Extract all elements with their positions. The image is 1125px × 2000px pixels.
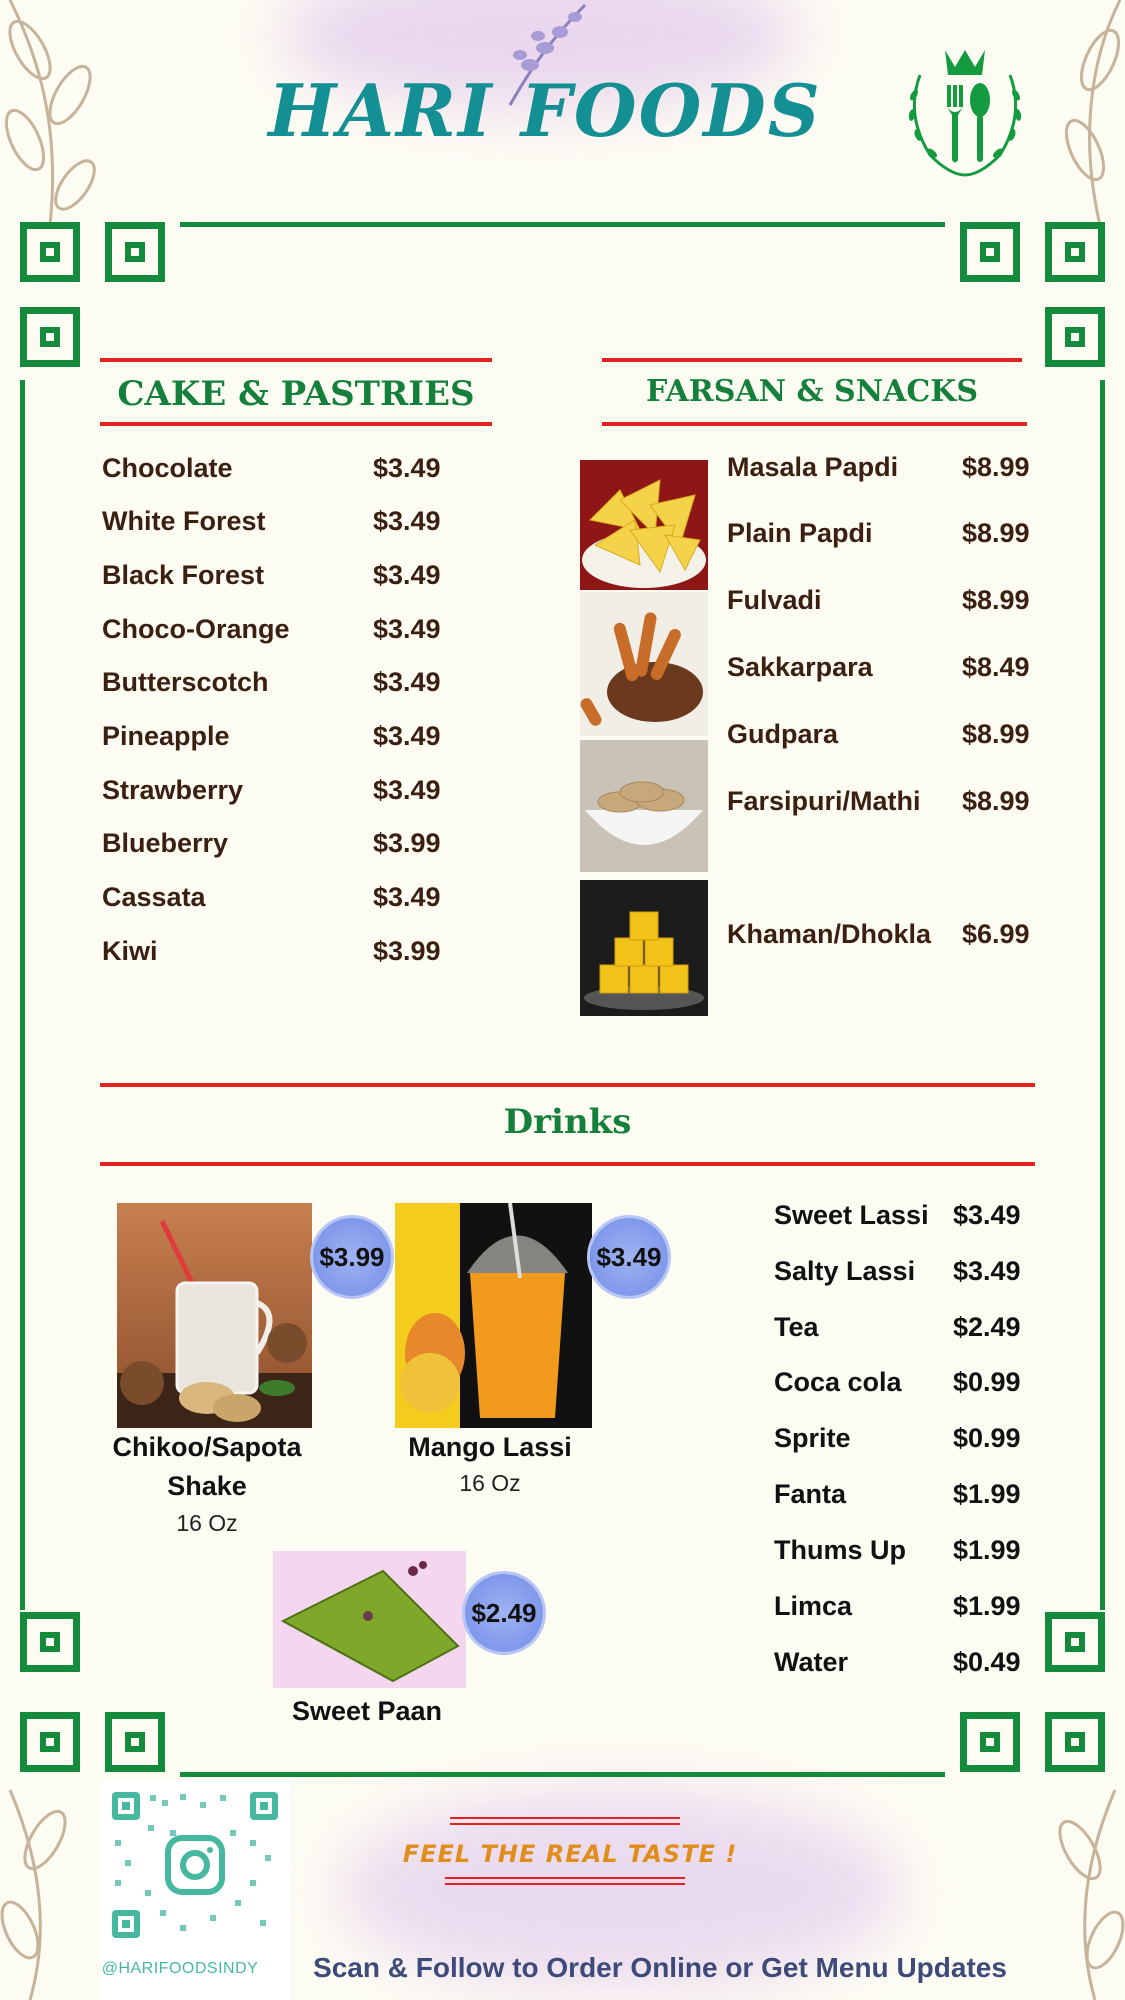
footer-call-to-action: Scan & Follow to Order Online or Get Menu Updates <box>313 1952 1007 1983</box>
snack-item-name: Plain Papdi <box>727 518 873 548</box>
masala-papdi-photo <box>580 460 708 590</box>
cake-item-name: Kiwi <box>102 936 158 966</box>
mango-lassi-name: Mango Lassi <box>408 1432 572 1462</box>
frame-top <box>180 222 945 227</box>
drink-item-name: Salty Lassi <box>774 1256 916 1286</box>
cake-item-price: $3.99 <box>373 828 441 858</box>
drink-item-price: $0.49 <box>953 1647 1021 1677</box>
snack-item-price: $6.99 <box>962 919 1030 949</box>
khaman-dhokla-photo <box>580 880 708 1016</box>
sweet-paan-photo <box>273 1551 466 1688</box>
drink-item-price: $0.99 <box>953 1423 1021 1453</box>
drink-item-name: Coca cola <box>774 1367 902 1397</box>
cake-item-price: $3.49 <box>373 560 441 590</box>
cake-item-name: Cassata <box>102 882 206 912</box>
fork-spoon-crown-wreath-icon <box>900 45 1030 180</box>
tagline-rule <box>450 1823 680 1825</box>
drink-item-price: $2.49 <box>953 1312 1021 1342</box>
cake-item-name: Strawberry <box>102 775 244 805</box>
mango-lassi-photo <box>395 1203 592 1428</box>
drink-item-name: Water <box>774 1647 849 1677</box>
greek-key-ornament <box>20 1612 80 1672</box>
leaf-ornament-bottom-right <box>1045 1790 1125 2000</box>
drink-item-price: $0.99 <box>953 1367 1021 1397</box>
drink-item-name: Sprite <box>774 1423 851 1453</box>
snack-item-name: Gudpara <box>727 719 839 749</box>
cake-item-price: $3.49 <box>373 453 441 483</box>
drink-item-price: $1.99 <box>953 1479 1021 1509</box>
cake-item-name: Choco-Orange <box>102 614 290 644</box>
drink-item-price: $1.99 <box>953 1535 1021 1565</box>
leaf-ornament-top-right <box>1060 0 1125 230</box>
chikoo-shake-name: Chikoo/Sapota Shake <box>112 1432 302 1501</box>
leaf-ornament-top-left <box>0 0 110 230</box>
farsipuri-photo <box>580 740 708 872</box>
tagline-rule <box>445 1877 685 1879</box>
sweet-paan-price-badge: $2.49 <box>465 1574 543 1652</box>
section-rule <box>602 358 1022 362</box>
snack-item-price: $8.99 <box>962 585 1030 615</box>
page-title: HARI FOODS <box>268 68 822 153</box>
instagram-handle[interactable]: @HARIFOODSINDY <box>101 1960 259 1977</box>
leaf-ornament-bottom-left <box>0 1790 80 2000</box>
greek-key-ornament <box>960 222 1020 282</box>
greek-key-ornament <box>20 1712 80 1772</box>
drink-item-name: Thums Up <box>774 1535 906 1565</box>
greek-key-ornament <box>1045 307 1105 367</box>
tagline-rule <box>445 1883 685 1885</box>
snack-item-price: $8.99 <box>962 719 1030 749</box>
frame-bottom <box>180 1772 945 1777</box>
mango-lassi-price-badge: $3.49 <box>590 1218 668 1296</box>
cake-item-price: $3.49 <box>373 721 441 751</box>
section-rule <box>100 358 492 362</box>
drink-item-name: Tea <box>774 1312 819 1342</box>
chikoo-shake-price-badge: $3.99 <box>313 1218 391 1296</box>
greek-key-ornament <box>20 222 80 282</box>
snack-item-price: $8.99 <box>962 518 1030 548</box>
tagline-rule <box>450 1817 680 1819</box>
drink-item-price: $3.49 <box>953 1256 1021 1286</box>
snacks-section-title: FARSAN & SNACKS <box>645 374 979 409</box>
snack-item-price: $8.49 <box>962 652 1030 682</box>
drink-item-name: Fanta <box>774 1479 847 1509</box>
snack-item-name: Farsipuri/Mathi <box>727 786 921 816</box>
cake-item-price: $3.49 <box>373 614 441 644</box>
chikoo-shake-size: 16 Oz <box>176 1510 238 1536</box>
section-rule <box>602 422 1027 426</box>
fulvadi-photo <box>580 592 708 736</box>
mango-lassi-size: 16 Oz <box>459 1470 521 1496</box>
snack-item-name: Masala Papdi <box>727 452 899 482</box>
cake-item-name: Black Forest <box>102 560 265 590</box>
snack-item-price: $8.99 <box>962 452 1030 482</box>
section-rule <box>100 422 492 426</box>
frame-left <box>20 380 25 1610</box>
sweet-paan-name: Sweet Paan <box>291 1696 443 1726</box>
cake-item-price: $3.49 <box>373 506 441 536</box>
cakes-section-title: CAKE & PASTRIES <box>117 374 475 414</box>
section-rule <box>100 1083 1035 1087</box>
greek-key-ornament <box>960 1712 1020 1772</box>
cake-item-name: White Forest <box>102 506 266 536</box>
cake-item-name: Chocolate <box>102 453 233 483</box>
drink-item-price: $1.99 <box>953 1591 1021 1621</box>
drink-item-name: Limca <box>774 1591 853 1621</box>
snack-item-name: Fulvadi <box>727 585 822 615</box>
cake-item-name: Pineapple <box>102 721 230 751</box>
snack-item-name: Khaman/Dhokla <box>727 919 932 949</box>
cake-item-price: $3.49 <box>373 667 441 697</box>
greek-key-ornament <box>105 222 165 282</box>
snack-item-price: $8.99 <box>962 786 1030 816</box>
cake-item-price: $3.49 <box>373 775 441 805</box>
drink-item-price: $3.49 <box>953 1200 1021 1230</box>
greek-key-ornament <box>20 307 80 367</box>
frame-right <box>1100 380 1105 1610</box>
greek-key-ornament <box>105 1712 165 1772</box>
chikoo-shake-photo <box>117 1203 312 1428</box>
section-rule <box>100 1162 1035 1166</box>
cake-item-name: Blueberry <box>102 828 229 858</box>
snack-item-name: Sakkarpara <box>727 652 873 682</box>
cake-item-name: Butterscotch <box>102 667 269 697</box>
greek-key-ornament <box>1045 1612 1105 1672</box>
drink-item-name: Sweet Lassi <box>774 1200 929 1230</box>
cake-item-price: $3.49 <box>373 882 441 912</box>
cake-item-price: $3.99 <box>373 936 441 966</box>
greek-key-ornament <box>1045 1712 1105 1772</box>
tagline: FEEL THE REAL TASTE ! <box>402 1840 738 1868</box>
greek-key-ornament <box>1045 222 1105 282</box>
drinks-section-title: Drinks <box>503 1102 632 1142</box>
